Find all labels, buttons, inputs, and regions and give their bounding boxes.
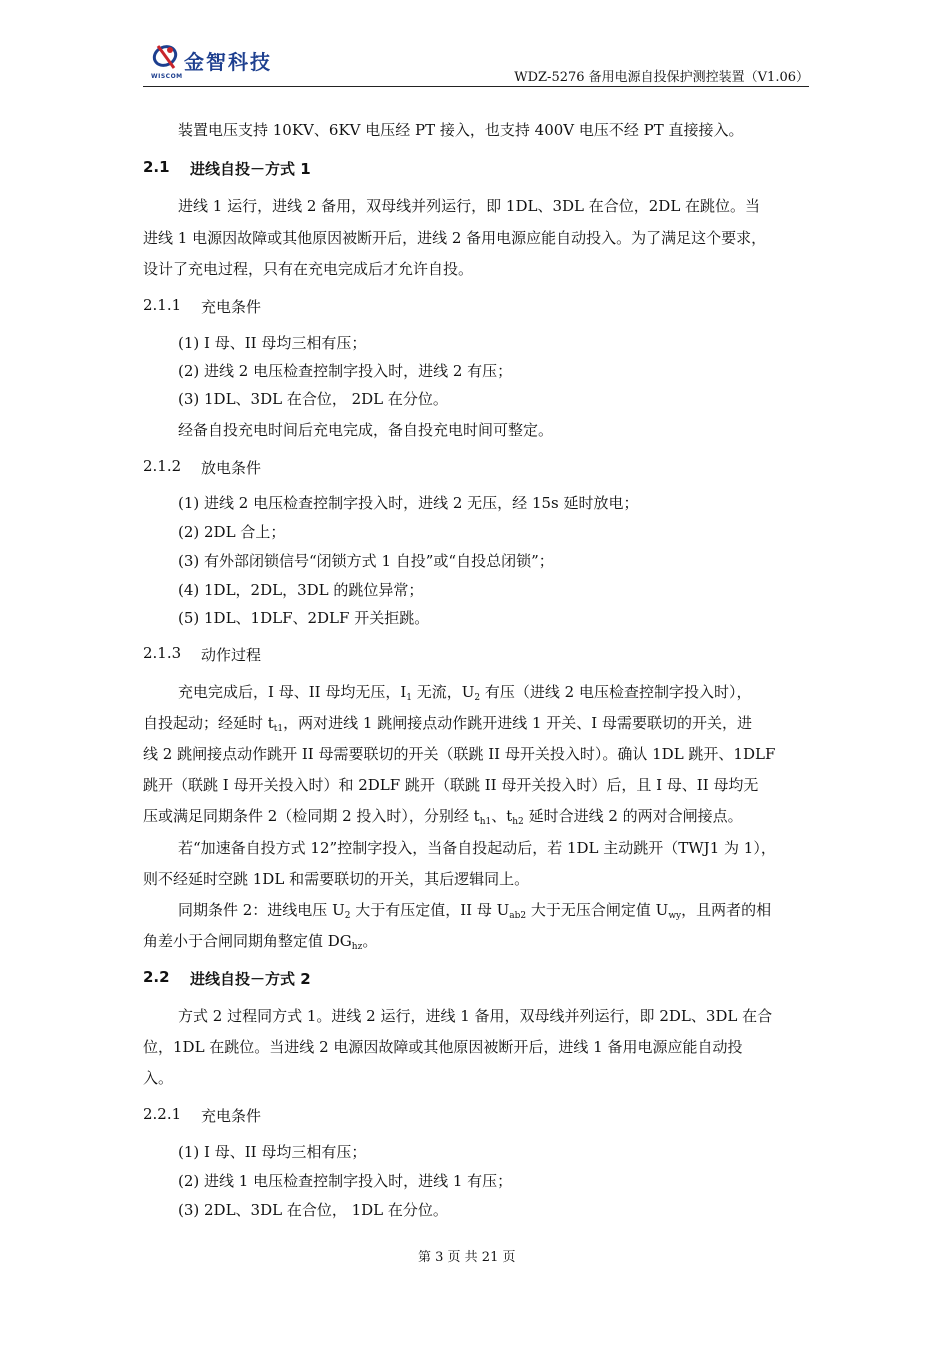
company-logo (150, 42, 290, 82)
page-number: 第 3 页 共 21 页 (418, 1250, 516, 1265)
section-2-1-1-number: 2.1.1 (143, 296, 182, 314)
paragraph-line: 则不经延时空跳 1DL 和需要联切的开关，其后逻辑同上。 (143, 870, 530, 888)
section-2-1-3-title: 动作过程 (201, 646, 262, 664)
section-2-1-3-number: 2.1.3 (143, 644, 182, 662)
section-2-1-2-number: 2.1.2 (143, 457, 182, 475)
paragraph-line: 入。 (143, 1069, 174, 1087)
paragraph-line: 进线 1 运行，进线 2 备用，双母线并列运行，即 1DL、3DL 在合位，2DL 在跳位。当 (178, 197, 761, 215)
paragraph-line: 若“加速备自投方式 12”控制字投入，当备自投起动后，若 1DL 主动跳开（TWJ1 为 1）， (178, 839, 776, 857)
list-item: (2) 进线 2 电压检查控制字投入时，进线 2 有压； (178, 362, 513, 380)
paragraph-line: 充电完成后，I 母、II 母均无压，$I_1$ 无流，$U_2$ 有压（进线 2 电压检查控制字投入时）， (178, 683, 752, 703)
list-item: (1) I 母、II 母均三相有压； (178, 1143, 367, 1161)
section-2-1-1-title: 充电条件 (201, 298, 262, 316)
list-item: (1) 进线 2 电压检查控制字投入时，进线 2 无压，经 15s 延时放电； (178, 494, 639, 512)
list-item: (5) 1DL、1DLF、2DLF 开关拒跳。 (178, 609, 430, 627)
paragraph-line: 位，1DL 在跳位。当进线 2 电源因故障或其他原因被断开后，进线 1 备用电源应能自动投 (143, 1038, 743, 1056)
section-2-2-title: 进线自投－方式 2 (190, 970, 311, 988)
paragraph-line: 经备自投充电时间后充电完成，备自投充电时间可整定。 (178, 421, 554, 439)
document-title: WDZ-5276 备用电源自投保护测控装置（V1.06） (514, 70, 809, 85)
list-item: (3) 有外部闭锁信号“闭锁方式 1 自投”或“自投总闭锁”； (178, 552, 554, 570)
section-2-1-number: 2.1 (143, 158, 170, 176)
paragraph-line: 方式 2 过程同方式 1。进线 2 运行，进线 1 备用，双母线并列运行，即 2DL、3DL 在合 (178, 1007, 773, 1025)
list-item: (1) I 母、II 母均三相有压； (178, 334, 367, 352)
section-2-2-1-title: 充电条件 (201, 1107, 262, 1125)
paragraph-line: 压或满足同期条件 2（检同期 2 投入时），分别经 $t_{h1}$、$t_{h2}$ 延时合进线 2 的两对合闸接点。 (143, 807, 743, 827)
paragraph-line: 进线 1 电源因故障或其他原因被断开后，进线 2 备用电源应能自动投入。为了满足这个要求， (143, 229, 767, 247)
section-2-2-number: 2.2 (143, 968, 170, 986)
paragraph-line: 角差小于合闸同期角整定值 $DG_{hz}$。 (143, 932, 378, 952)
logo-subtext: WISCOM (151, 73, 183, 80)
paragraph-line: 自投起动；经延时 $t_{t1}$，两对进线 1 跳闸接点动作跳开进线 1 开关、I 母需要联切的开关，进 (143, 714, 752, 734)
paragraph-line: 设计了充电过程，只有在充电完成后才允许自投。 (143, 260, 474, 278)
section-2-2-1-number: 2.2.1 (143, 1105, 182, 1123)
list-item: (2) 进线 1 电压检查控制字投入时，进线 1 有压； (178, 1172, 513, 1190)
list-item: (4) 1DL，2DL，3DL 的跳位异常； (178, 581, 424, 599)
list-item: (3) 2DL、3DL 在合位， 1DL 在分位。 (178, 1201, 448, 1219)
paragraph-line: 线 2 跳闸接点动作跳开 II 母需要联切的开关（联跳 II 母开关投入时）。确认 1DL 跳开、1DLF (143, 745, 776, 763)
logo-text: 金智科技 (184, 50, 272, 74)
paragraph-line: 同期条件 2：进线电压 $U_2$ 大于有压定值，II 母 $U_{ab2}$ 大于无压合闸定值 $U_{wy}$，且两者的相 (178, 901, 772, 921)
intro-paragraph: 装置电压支持 10KV、6KV 电压经 PT 接入，也支持 400V 电压不经 PT 直接接入。 (178, 121, 744, 139)
section-2-1-2-title: 放电条件 (201, 459, 262, 477)
section-2-1-title: 进线自投－方式 1 (190, 160, 311, 178)
list-item: (2) 2DL 合上； (178, 523, 286, 541)
list-item: (3) 1DL、3DL 在合位， 2DL 在分位。 (178, 390, 448, 408)
paragraph-line: 跳开（联跳 I 母开关投入时）和 2DLF 跳开（联跳 II 母开关投入时）后，且 I 母、II 母均无 (143, 776, 759, 794)
header-divider (143, 86, 809, 87)
